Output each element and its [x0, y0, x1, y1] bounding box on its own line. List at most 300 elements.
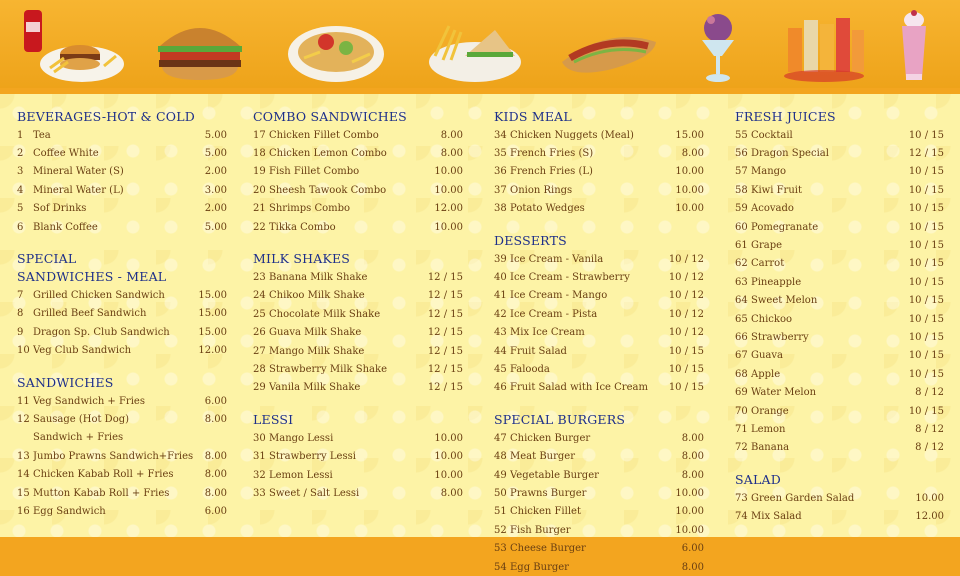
menu-item — [494, 268, 704, 286]
menu-item-num: 23 — [253, 272, 266, 284]
menu-item — [17, 447, 227, 465]
menu-item — [17, 502, 227, 520]
menu-item-name: Chicken Fillet Combo — [269, 129, 379, 141]
hot-dog-roll-image — [558, 22, 660, 80]
menu-item-num: 29 — [253, 382, 266, 394]
menu-item-num: 1 — [17, 129, 24, 141]
menu-item-name: Jumbo Prawns Sandwich+Fries — [33, 450, 194, 462]
menu-item-price: 12 / 15 — [427, 308, 463, 320]
menu-item — [17, 200, 227, 218]
menu-item — [253, 484, 463, 502]
section-title: KIDS MEAL — [494, 109, 572, 124]
ice-cream-cup-image — [698, 10, 738, 84]
menu-item-name: Sweet Melon — [751, 295, 818, 307]
menu-item — [494, 126, 704, 144]
menu-item — [735, 255, 944, 273]
menu-item-price: 10.00 — [434, 166, 463, 178]
menu-item-price: 10 / 15 — [908, 166, 944, 178]
menu-item-price: 8.00 — [204, 413, 227, 425]
menu-item-price: 8.00 — [440, 487, 463, 499]
menu-item — [494, 181, 704, 199]
menu-item-price: 5.00 — [204, 221, 227, 233]
menu-item-name: Sandwich + Fries — [33, 432, 124, 444]
menu-item — [494, 144, 704, 162]
menu-item-price: 10.00 — [675, 184, 704, 196]
menu-item-price: 8.00 — [681, 432, 704, 444]
menu-item-name: Carrot — [751, 258, 785, 270]
menu-item-num: 70 — [735, 405, 748, 417]
menu-item-name: Potato Wedges — [510, 203, 585, 215]
menu-item-name: Water Melon — [751, 387, 817, 399]
menu-item — [494, 200, 704, 218]
menu-item-num: 2 — [17, 148, 24, 160]
section-spacer — [494, 218, 704, 232]
menu-item-name: Guava Milk Shake — [269, 327, 362, 339]
menu-item-num: 43 — [494, 327, 507, 339]
menu-item-num: 36 — [494, 166, 507, 178]
menu-item — [494, 305, 704, 323]
menu-item-num: 46 — [494, 382, 507, 394]
menu-item-list — [17, 126, 227, 236]
menu-item-price: 8 / 12 — [915, 442, 944, 454]
menu-item-num: 22 — [253, 221, 266, 233]
menu-item-price: 12 / 15 — [427, 382, 463, 394]
menu-item-num: 37 — [494, 184, 507, 196]
menu-item-num: 12 — [17, 413, 30, 425]
menu-item-name: Sweet / Salt Lessi — [269, 487, 360, 499]
menu-item-price: 8.00 — [204, 487, 227, 499]
menu-item-name: Egg Sandwich — [33, 505, 106, 517]
menu-item — [17, 218, 227, 236]
menu-item-price: 10 / 12 — [668, 308, 704, 320]
menu-item-price: 2.00 — [204, 166, 227, 178]
menu-item-name: Strawberry Lessi — [269, 451, 356, 463]
menu-item-price: 12.00 — [434, 203, 463, 215]
menu-item — [17, 410, 227, 428]
menu-item-name: Vegetable Burger — [510, 469, 599, 481]
menu-item-num: 69 — [735, 387, 748, 399]
menu-item-num: 6 — [17, 221, 24, 233]
menu-item-name: Mutton Kabab Roll + Fries — [33, 487, 170, 499]
menu-item — [17, 181, 227, 199]
menu-item — [17, 286, 227, 304]
menu-item-price: 10.00 — [675, 524, 704, 536]
menu-item — [494, 466, 704, 484]
menu-item — [735, 439, 944, 457]
menu-item-price: 10 / 15 — [908, 258, 944, 270]
menu-item-price: 10 / 15 — [908, 203, 944, 215]
section-title: SANDWICHES - MEAL — [17, 269, 167, 285]
menu-item — [735, 420, 944, 438]
menu-item-name: Veg Club Sandwich — [33, 345, 132, 357]
menu-item-num: 72 — [735, 442, 748, 454]
menu-item-name: Grilled Chicken Sandwich — [33, 290, 165, 302]
menu-item-num: 44 — [494, 345, 507, 357]
menu-item-num: 53 — [494, 543, 507, 555]
menu-item-name: Meat Burger — [510, 451, 575, 463]
section-title: COMBO SANDWICHES — [253, 109, 407, 124]
menu-item — [17, 126, 227, 144]
menu-column-3 — [494, 108, 704, 576]
menu-item-name: Sausage (Hot Dog) — [33, 413, 130, 425]
menu-item-num: 10 — [17, 345, 30, 357]
menu-column-4 — [735, 108, 944, 526]
menu-item-num: 8 — [17, 308, 24, 320]
fresh-juice-glasses-image — [782, 10, 868, 84]
menu-item-name: Pineapple — [751, 276, 802, 288]
menu-item-list — [494, 250, 704, 397]
section-title: SPECIAL — [17, 251, 77, 267]
menu-item-name: Onion Rings — [510, 184, 573, 196]
menu-item-price: 10.00 — [675, 506, 704, 518]
menu-item — [494, 287, 704, 305]
menu-item-num: 14 — [17, 469, 30, 481]
menu-item-name: Mix Salad — [751, 511, 802, 523]
menu-item-price: 10 / 12 — [668, 272, 704, 284]
menu-item — [735, 144, 944, 162]
menu-item-price: 10 / 15 — [908, 295, 944, 307]
menu-item-num: 66 — [735, 331, 748, 343]
menu-item-price: 6.00 — [204, 505, 227, 517]
menu-item — [253, 181, 463, 199]
menu-item-price: 8.00 — [681, 469, 704, 481]
menu-item-num: 60 — [735, 221, 748, 233]
menu-item-num: 57 — [735, 166, 748, 178]
menu-item-name: Pomegranate — [751, 221, 819, 233]
menu-item-num: 54 — [494, 561, 507, 573]
menu-item — [735, 310, 944, 328]
menu-item-price: 10 / 15 — [908, 368, 944, 380]
menu-item — [253, 447, 463, 465]
menu-item-num: 21 — [253, 203, 266, 215]
menu-item-num: 41 — [494, 290, 507, 302]
menu-item-num: 35 — [494, 148, 507, 160]
menu-item-num: 5 — [17, 203, 24, 215]
menu-item-price: 12 / 15 — [427, 327, 463, 339]
section-spacer — [17, 236, 227, 250]
menu-item-price: 10 / 12 — [668, 327, 704, 339]
menu-item-price: 15.00 — [198, 308, 227, 320]
section-title: DESSERTS — [494, 232, 567, 248]
menu-section — [494, 108, 704, 218]
menu-item — [735, 507, 944, 525]
menu-item-name: Kiwi Fruit — [751, 184, 802, 196]
menu-item-list — [253, 126, 463, 236]
bottom-strip — [0, 537, 960, 551]
menu-item-name: Chicken Lemon Combo — [269, 148, 387, 160]
menu-item-num: 45 — [494, 363, 507, 375]
menu-item-num: 51 — [494, 506, 507, 518]
menu-item-name: Orange — [751, 405, 789, 417]
menu-item-num: 15 — [17, 487, 30, 499]
menu-item-name: Banana — [751, 442, 790, 454]
menu-item-list — [735, 489, 944, 526]
menu-item-num: 39 — [494, 253, 507, 265]
milkshake-glass-image — [898, 8, 930, 84]
menu-item-list — [17, 286, 227, 360]
menu-item-price: 10 / 15 — [908, 276, 944, 288]
menu-item-price: 3.00 — [204, 184, 227, 196]
menu-item — [735, 292, 944, 310]
menu-item-name: Mineral Water (L) — [33, 184, 124, 196]
menu-item-name: Veg Sandwich + Fries — [33, 395, 145, 407]
menu-item-num: 50 — [494, 487, 507, 499]
menu-item-list — [17, 392, 227, 521]
menu-item-price: 10 / 15 — [668, 382, 704, 394]
food-photo-banner — [0, 0, 960, 88]
menu-item-list — [253, 268, 463, 397]
menu-item — [253, 200, 463, 218]
menu-item-name: Tea — [33, 129, 51, 141]
menu-item-num: 74 — [735, 511, 748, 523]
menu-item-price: 10.00 — [675, 203, 704, 215]
menu-item — [735, 126, 944, 144]
menu-item-num: 11 — [17, 395, 30, 407]
menu-item-price: 10 / 15 — [908, 405, 944, 417]
menu-item-name: Strawberry Milk Shake — [269, 363, 387, 375]
menu-item-price: 10.00 — [434, 432, 463, 444]
menu-item-name: Falooda — [510, 363, 550, 375]
menu-item-price: 10 / 12 — [668, 253, 704, 265]
menu-item — [735, 383, 944, 401]
menu-item-num: 20 — [253, 184, 266, 196]
menu-item-num: 31 — [253, 451, 266, 463]
menu-item-name: Tikka Combo — [269, 221, 336, 233]
menu-item — [735, 163, 944, 181]
menu-item — [253, 466, 463, 484]
menu-item-price: 10 / 12 — [668, 290, 704, 302]
menu-item-num: 49 — [494, 469, 507, 481]
menu-item-name: Sof Drinks — [33, 203, 87, 215]
section-title: FRESH JUICES — [735, 109, 836, 124]
menu-item-num: 48 — [494, 451, 507, 463]
menu-item — [735, 273, 944, 291]
menu-item — [735, 181, 944, 199]
menu-item-name: Vanila Milk Shake — [269, 382, 361, 394]
menu-item-num: 38 — [494, 203, 507, 215]
menu-item-name: Coffee White — [33, 148, 99, 160]
section-title: SPECIAL BURGERS — [494, 412, 626, 428]
menu-item — [494, 447, 704, 465]
menu-item-price: 10.00 — [434, 184, 463, 196]
menu-item-price: 10.00 — [915, 492, 944, 504]
menu-section — [253, 411, 463, 503]
menu-item-num: 34 — [494, 129, 507, 141]
menu-item — [735, 489, 944, 507]
menu-item-price: 6.00 — [681, 543, 704, 555]
menu-item-num: 25 — [253, 308, 266, 320]
menu-section — [17, 108, 227, 236]
menu-item — [494, 521, 704, 539]
menu-item-num: 68 — [735, 368, 748, 380]
menu-item — [494, 429, 704, 447]
menu-item — [494, 558, 704, 576]
menu-item — [253, 163, 463, 181]
platter-image — [286, 14, 386, 86]
menu-item-price: 12 / 15 — [908, 148, 944, 160]
menu-item-name: Prawns Burger — [510, 487, 587, 499]
menu-item-price: 10.00 — [434, 221, 463, 233]
menu-item-name: Guava — [751, 350, 784, 362]
menu-item-list — [494, 126, 704, 218]
menu-item — [735, 200, 944, 218]
burger-image — [156, 16, 244, 82]
menu-item-price: 10 / 15 — [908, 221, 944, 233]
menu-item-price: 5.00 — [204, 148, 227, 160]
menu-item — [17, 163, 227, 181]
menu-item-name: Mineral Water (S) — [33, 166, 124, 178]
menu-item-price: 8 / 12 — [915, 423, 944, 435]
menu-item-num: 67 — [735, 350, 748, 362]
menu-item-price: 12.00 — [198, 345, 227, 357]
menu-item — [253, 218, 463, 236]
menu-item — [494, 379, 704, 397]
menu-item-name: Dragon Sp. Club Sandwich — [33, 326, 170, 338]
menu-item-price: 10.00 — [434, 451, 463, 463]
menu-item-price: 10 / 15 — [908, 240, 944, 252]
menu-section — [17, 250, 227, 360]
section-title: SALAD — [735, 472, 781, 488]
menu-item-name: Green Garden Salad — [751, 492, 855, 504]
menu-item-num: 32 — [253, 469, 266, 481]
menu-item-price: 10 / 15 — [908, 331, 944, 343]
section-spacer — [494, 397, 704, 411]
menu-item-name: Cheese Burger — [510, 543, 586, 555]
menu-item-name: Apple — [751, 368, 781, 380]
menu-item-num: 9 — [17, 326, 24, 338]
menu-section — [253, 250, 463, 397]
menu-item — [17, 429, 227, 447]
menu-item-num: 33 — [253, 487, 266, 499]
menu-item-price: 8.00 — [440, 129, 463, 141]
menu-item — [735, 365, 944, 383]
menu-item — [17, 144, 227, 162]
menu-item-num: 24 — [253, 290, 266, 302]
menu-item-name: Chicken Fillet — [510, 506, 581, 518]
menu-item-num: 13 — [17, 450, 30, 462]
menu-item-num: 65 — [735, 313, 748, 325]
menu-item-name: Sheesh Tawook Combo — [269, 184, 387, 196]
menu-item-name: Ice Cream - Strawberry — [510, 272, 630, 284]
menu-item — [253, 324, 463, 342]
menu-item-name: Shrimps Combo — [269, 203, 351, 215]
menu-item — [17, 392, 227, 410]
menu-item-num: 59 — [735, 203, 748, 215]
menu-item — [17, 342, 227, 360]
menu-item-price: 10 / 15 — [668, 363, 704, 375]
menu-item-name: Dragon Special — [751, 148, 829, 160]
menu-item-num: 30 — [253, 432, 266, 444]
menu-item — [494, 250, 704, 268]
menu-item-num: 55 — [735, 129, 748, 141]
menu-item-name: Egg Burger — [510, 561, 569, 573]
menu-item-list — [735, 126, 944, 457]
menu-item — [253, 342, 463, 360]
menu-item-price: 2.00 — [204, 203, 227, 215]
menu-item-name: Mango Lessi — [269, 432, 334, 444]
menu-item — [494, 360, 704, 378]
menu-item — [253, 360, 463, 378]
menu-item-num: 73 — [735, 492, 748, 504]
section-spacer — [253, 236, 463, 250]
menu-item-name: Grape — [751, 240, 783, 252]
menu-item — [494, 324, 704, 342]
menu-item-num: 56 — [735, 148, 748, 160]
menu-item-price: 12 / 15 — [427, 272, 463, 284]
menu-item-price: 12.00 — [915, 511, 944, 523]
section-spacer — [17, 360, 227, 374]
menu-column-1 — [17, 108, 227, 521]
menu-item-price: 10 / 15 — [908, 313, 944, 325]
menu-item-name: French Fries (S) — [510, 148, 594, 160]
menu-item-num: 40 — [494, 272, 507, 284]
menu-item-price: 10 / 15 — [908, 129, 944, 141]
menu-item-name: Mix Ice Cream — [510, 327, 585, 339]
menu-item-num: 4 — [17, 184, 24, 196]
menu-item-name: Ice Cream - Vanila — [510, 253, 604, 265]
menu-item-num: 27 — [253, 345, 266, 357]
menu-item-num: 71 — [735, 423, 748, 435]
menu-section — [735, 108, 944, 457]
menu-item — [17, 305, 227, 323]
club-sandwich-fries-image — [425, 16, 523, 84]
menu-section — [494, 411, 704, 576]
section-spacer — [253, 397, 463, 411]
menu-item — [735, 236, 944, 254]
menu-item-name: Fish Burger — [510, 524, 571, 536]
menu-item — [17, 465, 227, 483]
menu-item-num: 52 — [494, 524, 507, 536]
menu-item-num: 3 — [17, 166, 24, 178]
menu-item-name: Mango — [751, 166, 787, 178]
menu-item-name: Blank Coffee — [33, 221, 98, 233]
section-title: BEVERAGES-HOT & COLD — [17, 109, 195, 124]
menu-item-name: Lemon — [751, 423, 786, 435]
menu-item-name: Fruit Salad — [510, 345, 567, 357]
menu-section — [494, 232, 704, 397]
menu-item-name: Chickoo — [751, 313, 792, 325]
menu-item-price: 10.00 — [434, 469, 463, 481]
menu-item-price: 8.00 — [681, 561, 704, 573]
section-title: SANDWICHES — [17, 374, 114, 390]
menu-item-price: 15.00 — [198, 290, 227, 302]
menu-item — [735, 218, 944, 236]
menu-item — [253, 305, 463, 323]
menu-column-2 — [253, 108, 463, 503]
menu-item-name: Chikoo Milk Shake — [269, 290, 365, 302]
menu-item-price: 8.00 — [440, 148, 463, 160]
menu-item-price: 8.00 — [681, 148, 704, 160]
menu-item-price: 5.00 — [204, 129, 227, 141]
menu-item-name: Mango Milk Shake — [269, 345, 365, 357]
menu-item-price: 8.00 — [681, 451, 704, 463]
menu-item — [253, 144, 463, 162]
menu-item-name: Chicken Burger — [510, 432, 591, 444]
menu-item-price: 10.00 — [675, 487, 704, 499]
menu-item-price: 12 / 15 — [427, 290, 463, 302]
menu-item-num: 19 — [253, 166, 266, 178]
section-title: MILK SHAKES — [253, 251, 351, 267]
menu-item — [494, 342, 704, 360]
menu-item-name: Grilled Beef Sandwich — [33, 308, 147, 320]
menu-item-num: 16 — [17, 505, 30, 517]
menu-section — [253, 108, 463, 236]
menu-item-name: Strawberry — [751, 331, 809, 343]
menu-item-name: Chocolate Milk Shake — [269, 308, 381, 320]
menu-item-num: 47 — [494, 432, 507, 444]
menu-item-num: 7 — [17, 290, 24, 302]
menu-item-num: 26 — [253, 327, 266, 339]
